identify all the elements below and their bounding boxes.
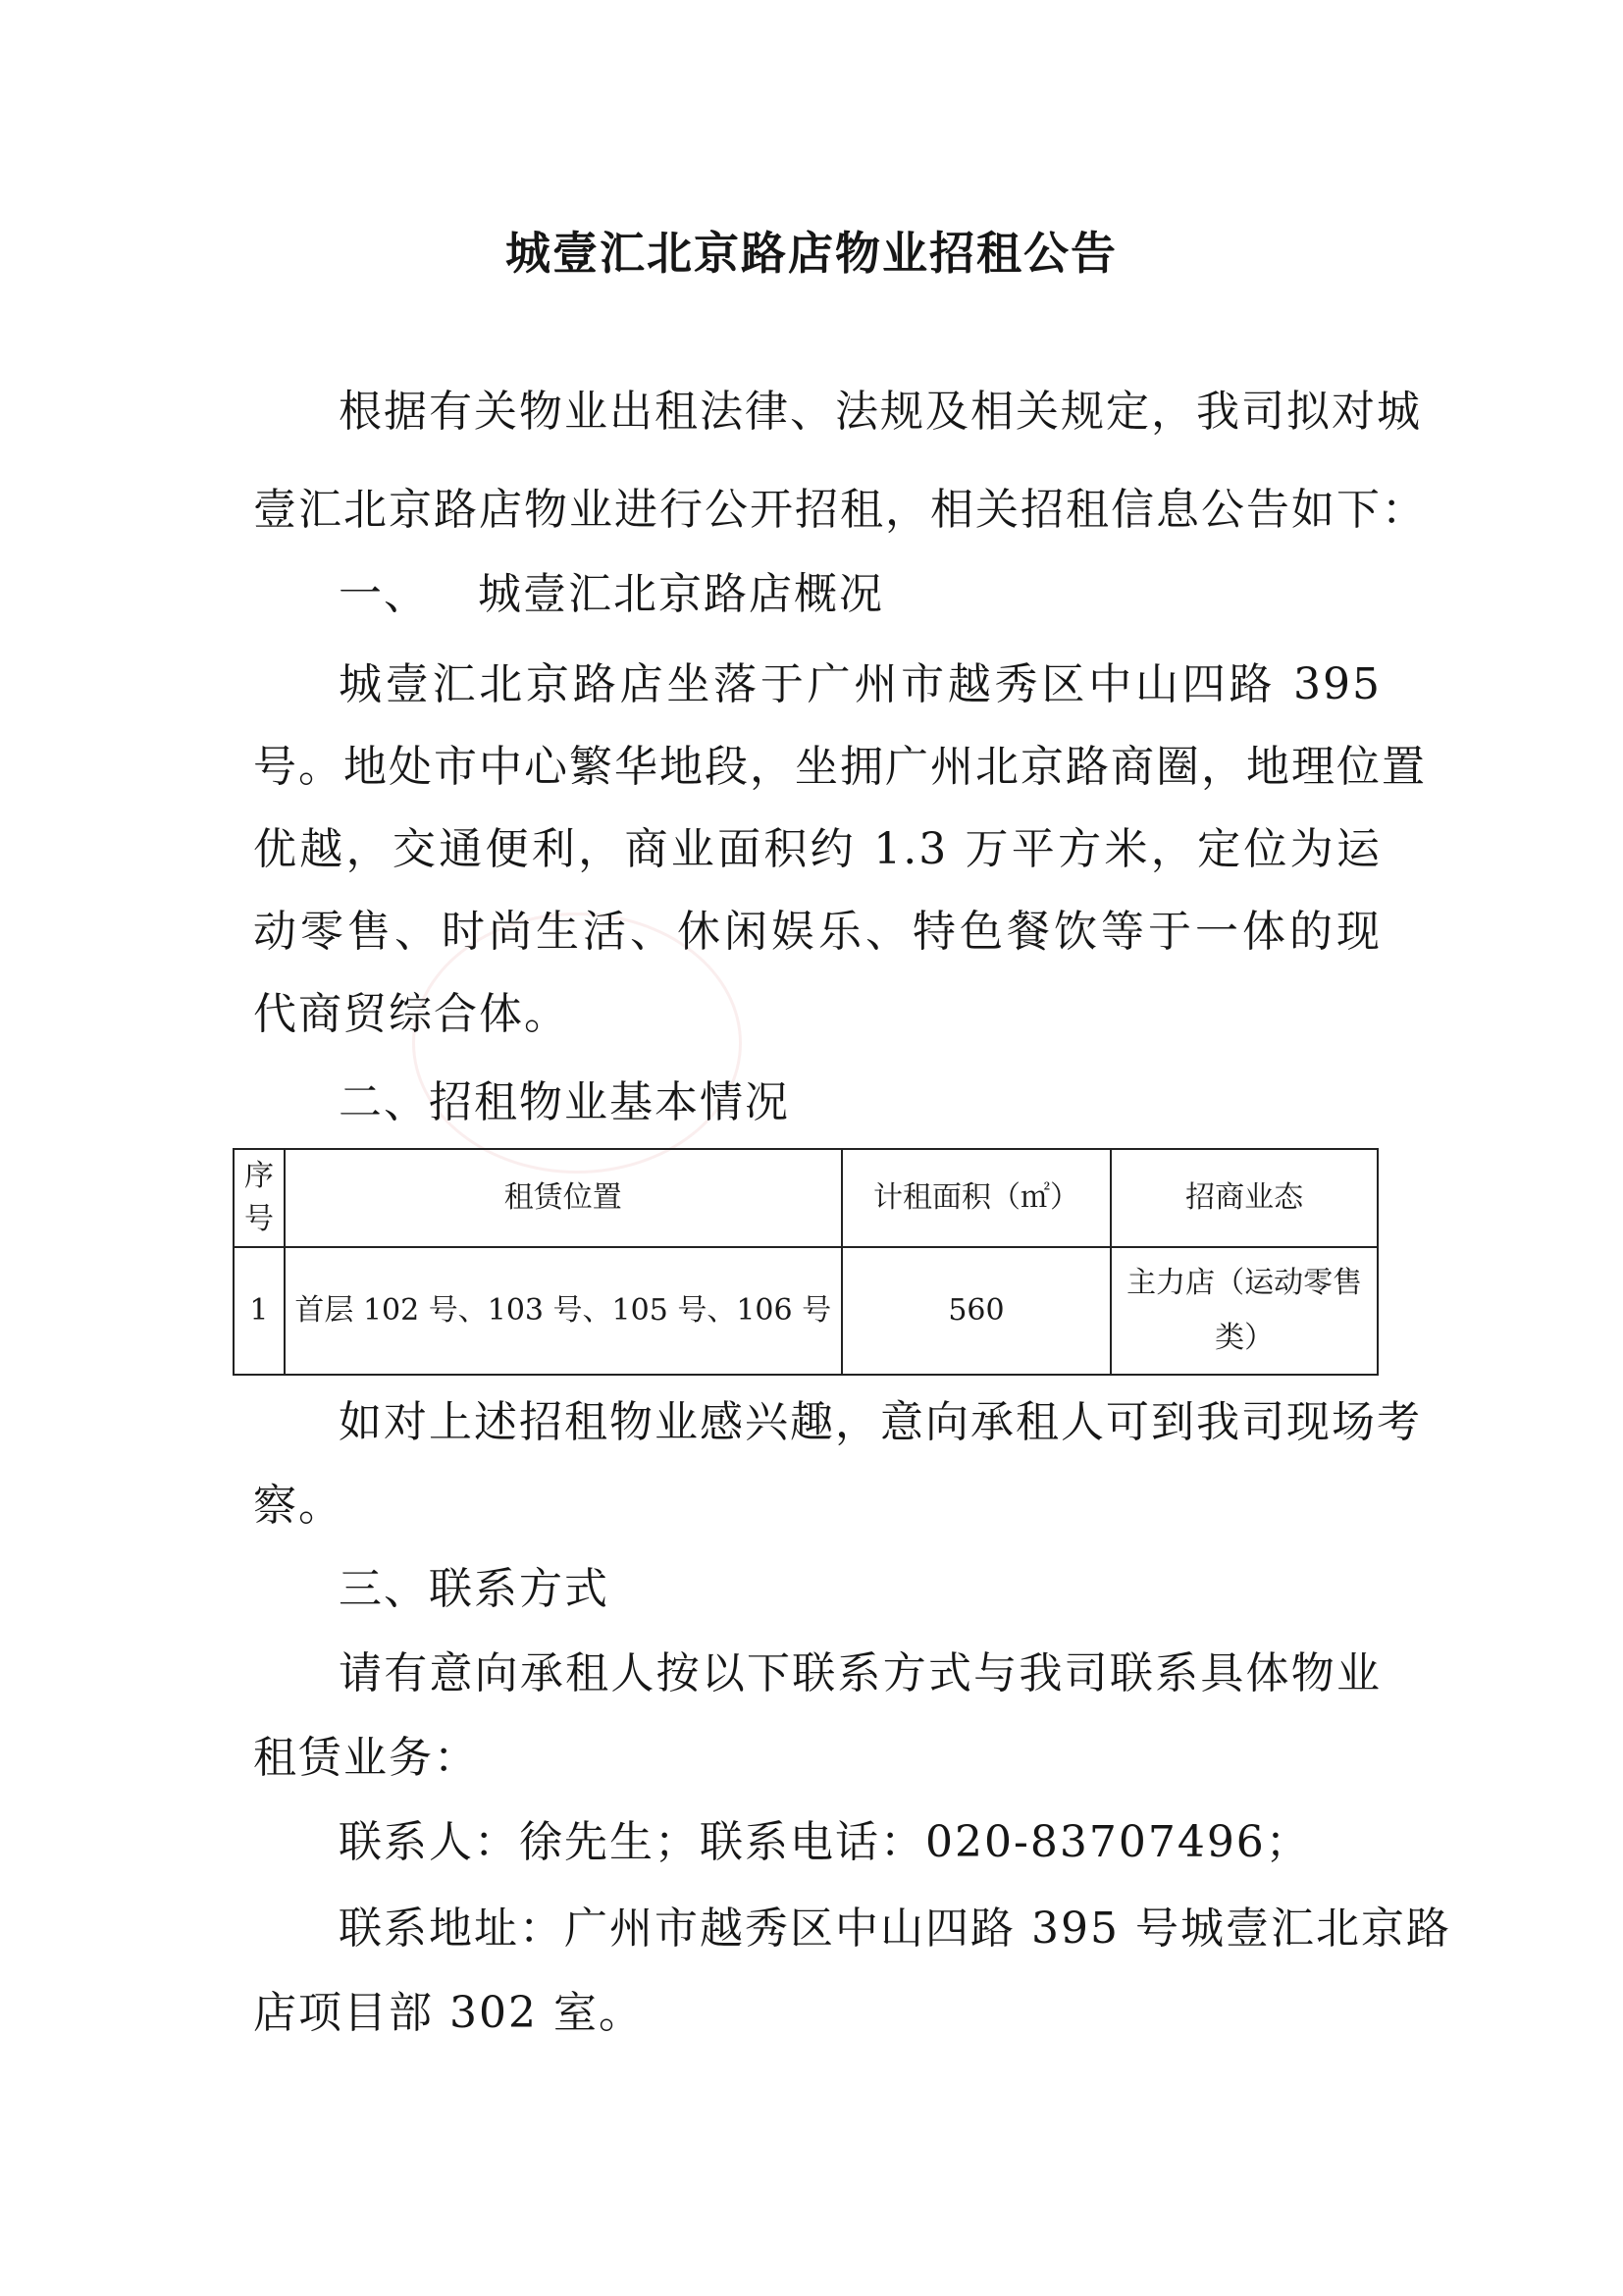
table-row (234, 1247, 1378, 1375)
contact-line: 联系人：徐先生；联系电话：020-83707496； (339, 1817, 1311, 1867)
section-1-line-5: 代商贸综合体。 (253, 989, 569, 1039)
section-3-heading: 三、联系方式 (339, 1564, 609, 1614)
rental-table (233, 1148, 1379, 1376)
address-line-1: 联系地址：广州市越秀区中山四路 395 号城壹汇北京路 (339, 1904, 1451, 1954)
document-title: 城壹汇北京路店物业招租公告 (505, 227, 1118, 280)
header-area: 计租面积（㎡） (842, 1149, 1112, 1247)
header-business-type: 招商业态 (1111, 1149, 1378, 1247)
section-2-after-line-2: 察。 (253, 1481, 343, 1531)
intro-line-1: 根据有关物业出租法律、法规及相关规定，我司拟对城 (339, 387, 1422, 437)
section-3-line-1: 请有意向承租人按以下联系方式与我司联系具体物业 (339, 1648, 1382, 1698)
section-1-number: 一、 (339, 569, 429, 619)
section-1-line-4: 动零售、时尚生活、休闲娱乐、特色餐饮等于一体的现 (253, 907, 1382, 957)
header-serial: 序号 (234, 1149, 285, 1247)
address-line-2: 店项目部 302 室。 (253, 1988, 644, 2038)
section-1-line-2: 号。地处市中心繁华地段，坐拥广州北京路商圈，地理位置 (253, 742, 1427, 792)
cell-location: 首层 102 号、103 号、105 号、106 号 (285, 1247, 842, 1375)
rental-table-header-row (234, 1149, 1378, 1247)
cell-area: 560 (842, 1247, 1112, 1375)
section-1-line-1: 城壹汇北京路店坐落于广州市越秀区中山四路 395 (339, 659, 1382, 709)
section-3-line-2: 租赁业务： (253, 1733, 479, 1783)
section-1-heading (339, 565, 884, 624)
cell-serial: 1 (234, 1247, 285, 1375)
section-1-line-3: 优越，交通便利，商业面积约 1.3 万平方米，定位为运 (253, 824, 1382, 874)
section-1-title: 城壹汇北京路店概况 (478, 569, 884, 619)
intro-line-2: 壹汇北京路店物业进行公开招租，相关招租信息公告如下： (253, 485, 1427, 535)
section-2-heading: 二、招租物业基本情况 (339, 1077, 790, 1127)
section-2-after-line-1: 如对上述招租物业感兴趣，意向承租人可到我司现场考 (339, 1397, 1422, 1447)
cell-business-type: 主力店（运动零售类） (1111, 1247, 1378, 1375)
header-location: 租赁位置 (285, 1149, 842, 1247)
